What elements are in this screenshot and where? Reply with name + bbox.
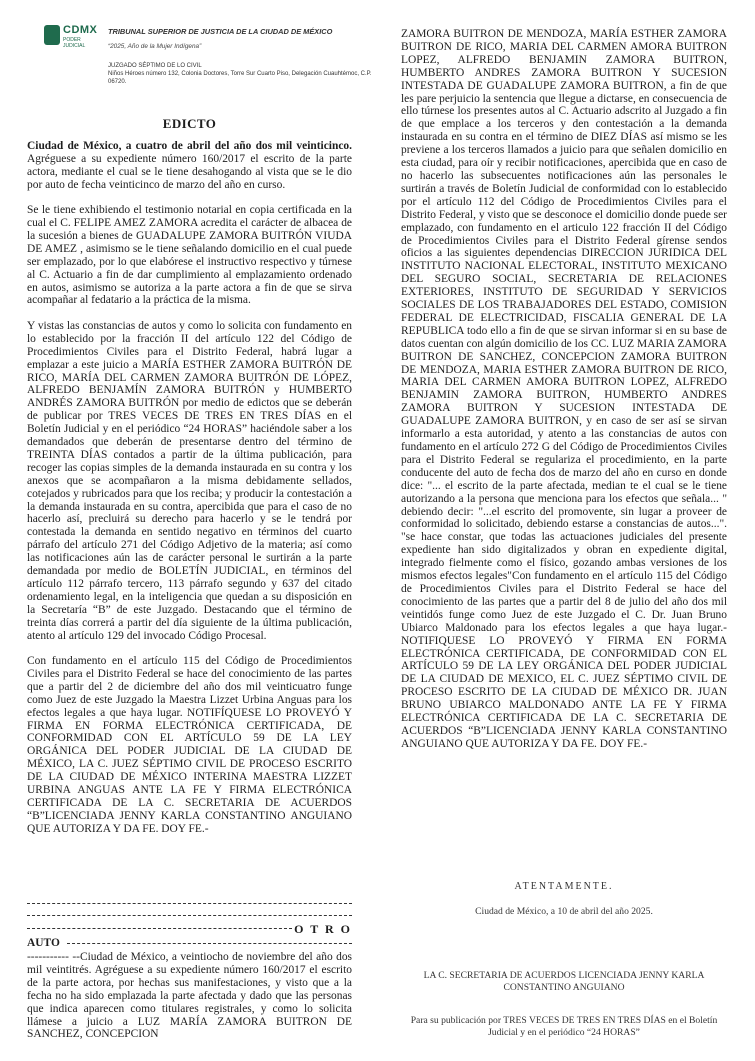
year-motto: “2025, Año de la Mujer Indígena” xyxy=(108,43,202,50)
signer-name: LA C. SECRETARIA DE ACUERDOS LICENCIADA JENNY KARLA CONSTANTINO ANGUIANO xyxy=(423,970,705,993)
paragraph-5-container xyxy=(27,951,352,1054)
logo-text: CDMX xyxy=(63,24,98,36)
paragraph-6: ZAMORA BUITRON DE MENDOZA, MARÍA ESTHER ZAMORA BUITRON DE RICO, MARIA DEL CARMEN AMORA BUITRON LOPEZ, ALFREDO BENJAMIN ZAMORA BUITRON, HUMBERTO ANDRES ZAMORA BUITRON Y SUCESION INTESTADA DE GUADALUPE ZAMORA BUITRON, a fin de que les pare perjuicio la sentencia que llegue a dictarse, en consecuencia de ello túrnese los presentes autos al C. Actuario adscrito al Juzgado a fin de que emplace a los terceros y den contestación a la demanda instaurada en su contra en el término de DIEZ DÍAS así mismo se les previene a los terceros llamados a juicio para que señalen domicilio en esta ciudad, para oír y recibir notificaciones, apercibida que en caso de no hacerlo las subsecuentes notificaciones aún las personales le surtirán a través de Boletín Judicial de conformidad con lo establecido por el artículo 112 del Código de Procedimientos Civiles para el Distrito Federal, y visto que se desconoce el domicilio donde puede ser emplazado, con fundamento en el articulo 122 fracción II del Código de Procedimientos Civiles para el Distrito Federal gírense sendos oficios a las siguientes dependencias DIRECCION JURIDICA DEL INSTITUTO NACIONAL ELECTORAL, INSTITUTO MEXICANO DEL SEGURO SOCIAL, SECRETARIA DE RELACIONES EXTERIORES, INSTITUTO DE SEGURIDAD Y SERVICIOS SOCIALES DE LOS TRABAJADORES DEL ESTADO, COMISION FEDERAL DE ELECTRICIDAD, FISCALIA GENERAL DE LA REPUBLICA todo ello a fin de que se sirvan informar si en su base de datos cuentan con algún domicilio de los CC. LUZ MARIA ZAMORA BUITRON DE SANCHEZ, CONCEPCION ZAMORA BUITRON DE MENDOZA, MARIA ESTHER ZAMORA BUITRON DE RICO, MARIA DEL CARMEN AMORA BUITRON LOPEZ, ALFREDO BENJAMIN ZAMORA BUITRON, HUMBERTO ANDRES ZAMORA BUITRON Y SUCESION INTESTADA DE GUADALUPE ZAMORA BUITRON, y en caso de ser así se sirvan informarlo a esta autoridad, y atento a las constancias de autos con fundamento en el artículo 272 G del Código de Procedimientos Civiles para el Distrito Federal se regulariza el procedimiento, en la parte conducente del auto de fecha dos de marzo del año en curso en donde dice: "... el escrito de la parte afectada, median te el cual se le tiene autorizando a la persona que menciona para los efectos que señala... " debiendo decir: "...el escrito del promovente, sin lugar a proveer de conformidad lo solicitado, debiendo estarse a constancias de autos...". "se hace constar, que todas las actuaciones judiciales del presente expediente han sido digitalizados y obran en expediente digital, integrado fielmente como el físico, gozando ambas versiones de los mismos efectos legales"Con fundamento en el artículo 115 del Código de Procedimientos Civiles para el Distrito Federal se hace del conocimiento de las partes que a partir del 8 de julio del año dos mil veintidós funge como Juez de este Juzgado el C. Dr. Juan Bruno Ubiarco Maldonado para los efectos legales a que haya lugar.-NOTIFIQUESE LO PROVEYÓ Y FIRMA EN FORMA ELECTRÓNICA CERTIFICADA, DE CONFORMIDAD CON EL ARTÍCULO 59 DE LA LEY ORGÁNICA DEL PODER JUDICIAL DE LA CIUDAD DE MEXICO, EL C. JUEZ SÉPTIMO CIVIL DE PROCESO ESCRITO DE LA CIUDAD DE MÉXICO DR. JUAN BRUNO UBIARCO MALDONADO ANTE LA FE Y FIRMA ELECTRÓNICA CERTIFICADA DE LA C. SECRETARIA DE ACUERDOS “B”LICENCIADA JENNY KARLA CONSTANTINO ANGUIANO QUE AUTORIZA Y DA FE. DOY FE.- xyxy=(401,28,727,750)
left-column xyxy=(27,140,352,848)
signature-date: Ciudad de México, a 10 de abril del año 2025. xyxy=(475,906,653,917)
logo-subtext: PODER JUDICIAL xyxy=(63,37,86,49)
dashed-separator xyxy=(67,943,352,944)
closing-salutation: ATENTAMENTE. xyxy=(514,881,614,892)
shield-icon xyxy=(44,25,60,45)
dashed-separator xyxy=(27,903,352,904)
paragraph-1-lead: Ciudad de México, a cuatro de abril del año dos mil veinticinco. xyxy=(27,140,352,152)
paragraph-3: Y vistas las constancias de autos y como lo solicita con fundamento en lo establecido por la fracción II del artículo 122 del Código de Procedimientos Civiles para el Distrito Federal, habrá lugar a emplazar a este juicio a MARÍA ESTHER ZAMORA BUITRÓN DE RICO, MARÍA DEL CARMEN ZAMORA BUITRÓN DE LÓPEZ, ALFREDO BENJAMÍN ZAMORA BUITRÓN y HUMBERTO ANDRÉS ZAMORA BUITRÓN por medio de edictos que se deberán de publicar por TRES VECES DE TRES EN TRES DÍAS en el Boletín Judicial y en el periódico “24 HORAS” haciéndole saber a los demandados que deberán de presentarse dentro del término de TREINTA DÍAS contados a partir de la última publicación, para recoger las copias simples de la demanda instaurada en su contra y los anexos que se acompañaron a la misma debidamente sellados, cotejados y rubricados para que los reciba; y producir la contestación a la demanda instaurada en su contra, apercibida que para el caso de no hacerlo así, precluirá su derecho para hacerlo y se le tendrá por contestada la demanda en sentido negativo en términos del cuarto párrafo del artículo 271 del Código Adjetivo de la materia; así como las notificaciones aún las de carácter personal le surtirán a la parte demandada por medio de BOLETÍN JUDICIAL, en términos del artículo 112 párrafo tercero, 113 párrafo segundo y 637 del citado ordenamiento legal, en la inteligencia que quedan a su disposición en la Secretaría “B” de este Juzgado. Destacando que el término de treinta días correrá a partir del día siguiente de la última publicación, atento al artículo 129 del invocado Código Procesal. xyxy=(27,319,352,642)
paragraph-4: Con fundamento en el artículo 115 del Código de Procedimientos Civiles para el Distrito Federal se hace del conocimiento de las partes que a partir del 2 de diciembre del año dos mil veinticuatro funge como Juez de este Juzgado la Maestra Lizzet Urbina Anguas para los efectos legales a que haya lugar. NOTIFÍQUESE LO PROVEYÓ Y FIRMA EN FORMA ELECTRÓNICA CERTIFICADA, DE CONFORMIDAD CON EL ARTÍCULO 59 DE LA LEY ORGÁNICA DEL PODER JUDICIAL DE LA CIUDAD DE MÉXICO, LA C. JUEZ SÉPTIMO CIVIL DE PROCESO ESCRITO DE LA CIUDAD DE MÉXICO INTERINA MAESTRA LIZZET URBINA ANGUAS ANTE LA FE Y FIRMA ELECTRÓNICA CERTIFICADA DE LA C. SECRETARIA DE ACUERDOS “B”LICENCIADA JENNY KARLA CONSTANTINO ANGUIANO QUE AUTORIZA Y DA FE. DOY FE.- xyxy=(27,655,352,835)
paragraph-2: Se le tiene exhibiendo el testimonio notarial en copia certificada en la cual el C. FELIPE AMEZ ZAMORA acredita el carácter de albacea de la sucesión a bienes de GUADALUPE ZAMORA BUITRÓN VIUDA DE AMEZ , asimismo se le tiene señalando domicilio en el cual puede ser emplazado, por lo que elabórese el instructivo respectivo y túrnese al C. Actuario a fin de dar cumplimiento al emplazamiento ordenado en autos, asimismo se autoriza a la parte actora a fin de que se sirva acompañar al fedatario a la práctica de la misma. xyxy=(27,204,352,307)
court-name: JUZGADO SÉPTIMO DE LO CIVIL xyxy=(108,63,202,69)
paragraph-5: ----------- --Ciudad de México, a veintiocho de noviembre del año dos mil veintitrés. Agréguese a su expediente número 160/2017 el escrito de la parte actora, por hechas sus manifestaciones, y visto que a la fecha no ha sido emplazada la parte afectada y dado que las personas que indica aparecen como titulares registrales, y como lo solicita llámese a juicio a LUZ MARÍA ZAMORA BUITRON DE SANCHEZ, CONCEPCION xyxy=(27,951,352,1041)
court-info xyxy=(108,62,383,86)
right-column xyxy=(401,28,727,763)
court-address: Niños Héroes número 132, Colonia Doctores, Torre Sur Cuarto Piso, Delegación Cuauhtémoc, C.P. 06720. xyxy=(108,71,372,85)
paragraph-1 xyxy=(27,140,352,192)
auto-heading: AUTO xyxy=(27,937,60,949)
document-title: EDICTO xyxy=(162,116,217,131)
tribunal-name: TRIBUNAL SUPERIOR DE JUSTICIA DE LA CIUDAD DE MÉXICO xyxy=(108,27,333,36)
otro-heading: O T R O xyxy=(294,922,352,936)
publication-note: Para su publicación por TRES VECES DE TRES EN TRES DÍAS en el Boletín Judicial y en el periódico “24 HORAS” xyxy=(410,1015,718,1038)
cdmx-judicial-logo xyxy=(44,25,100,49)
dashed-separator xyxy=(27,915,352,916)
paragraph-1-body: Agréguese a su expediente número 160/2017 el escrito de la parte actora, mediante el cual se le tiene desahogando al vista que se le dio por auto de fecha veinticinco de marzo del año en curso. xyxy=(27,152,352,191)
